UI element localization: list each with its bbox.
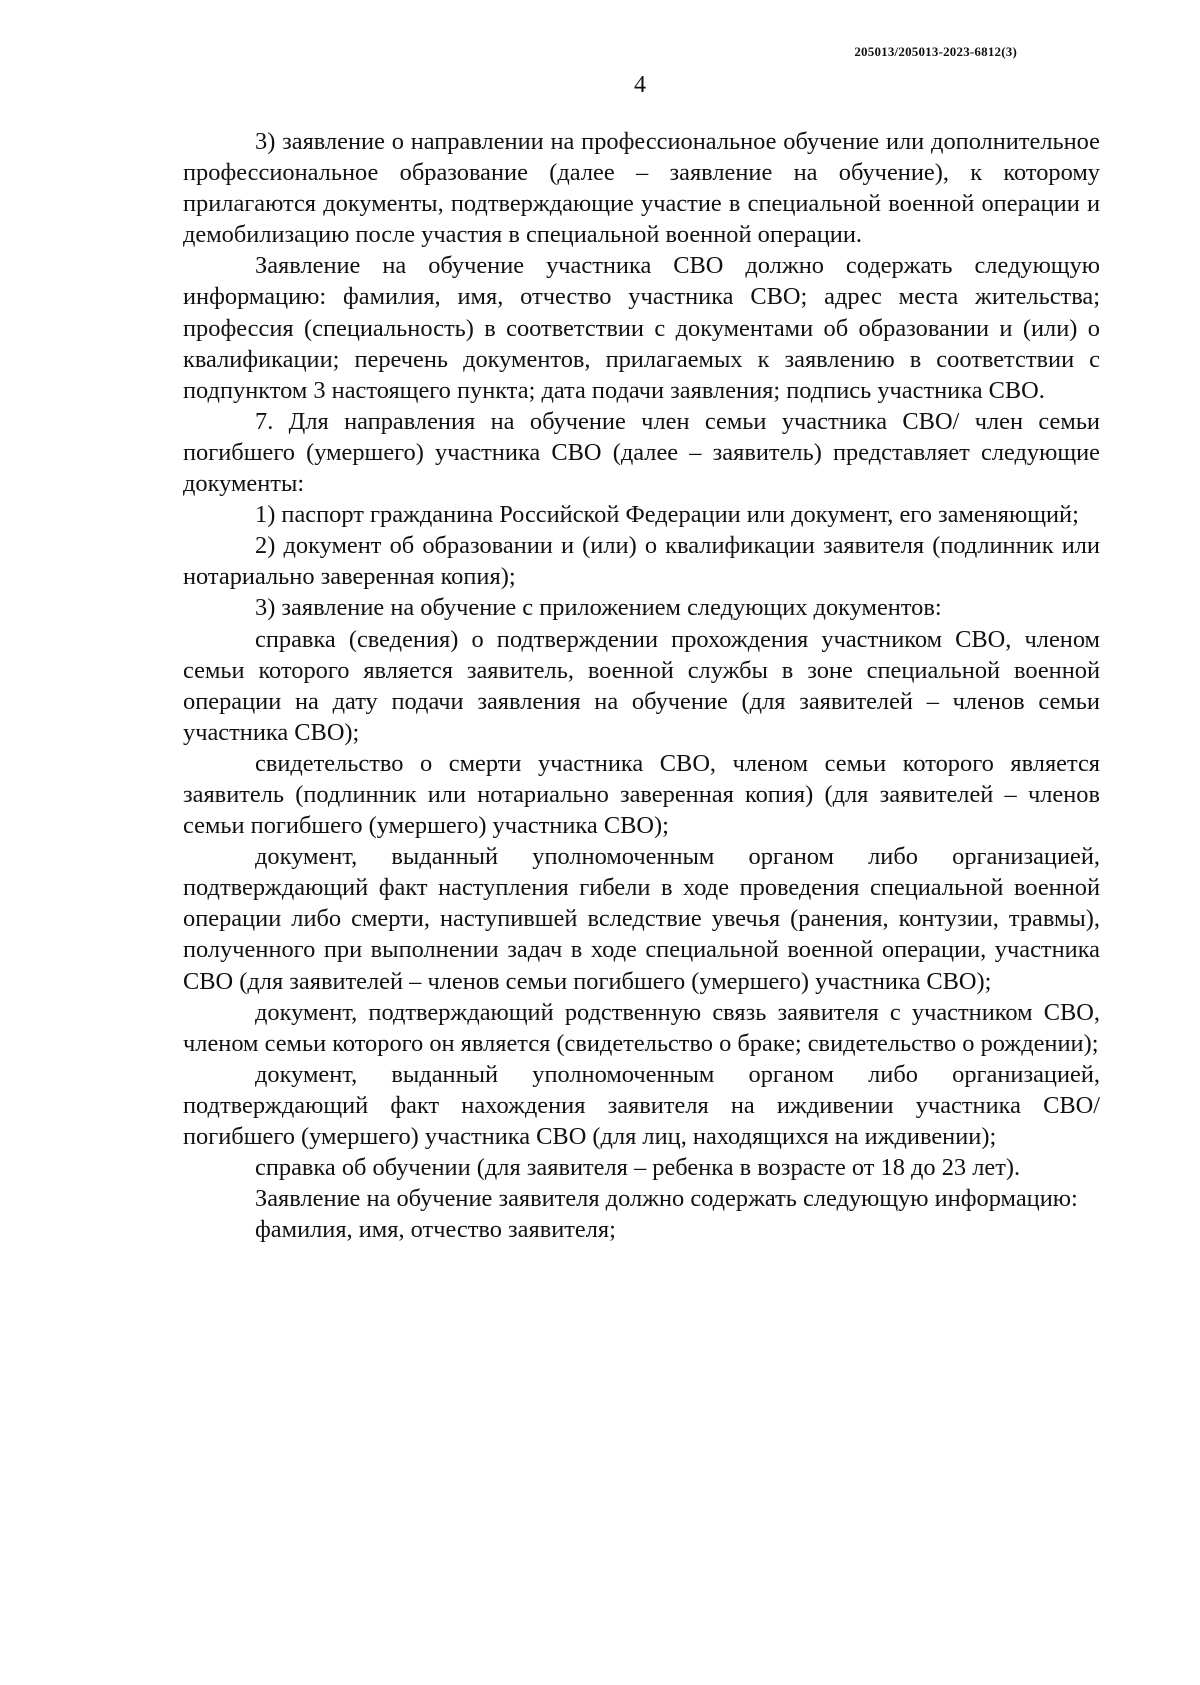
paragraph-dependency-document: документ, выданный уполномоченным органом либо организацией, подтверждающий факт нахождения заявителя на иждивении участника СВО/ погибшего (умершего) участника СВО (для лиц, находящихся на иждивении);	[183, 1060, 1100, 1150]
paragraph-application-contents: Заявление на обучение участника СВО должно содержать следующую информацию: фамилия, имя, отчество участника СВО; адрес места жительства; профессия (специальность) в соответствии с документами об образовании и (или) о квалификации; перечень документов, прилагаемых к заявлению в соответствии с подпунктом 3 настоящего пункта; дата подачи заявления; подпись участника СВО.	[183, 252, 1100, 404]
document-id: 205013/205013-2023-6812(3)	[854, 44, 1017, 59]
paragraph-death-certificate: свидетельство о смерти участника СВО, членом семьи которого является заявитель (подлинник или нотариально заверенная копия) (для заявителей – членов семьи погибшего (умершего) участника СВО);	[183, 749, 1100, 840]
paragraph-kinship-document: документ, подтверждающий родственную связь заявителя с участником СВО, членом семьи которого он является (свидетельство о браке; свидетельство о рождении);	[183, 998, 1100, 1057]
paragraph-study-certificate: справка об обучении (для заявителя – ребенка в возрасте от 18 до 23 лет).	[255, 1154, 1021, 1182]
page-number: 4	[634, 72, 646, 98]
paragraph-passport: 1) паспорт гражданина Российской Федерации или документ, его заменяющий;	[255, 501, 1079, 529]
paragraph-application-attachments: 3) заявление на обучение с приложением следующих документов:	[255, 594, 942, 622]
paragraph-applicant-name: фамилия, имя, отчество заявителя;	[255, 1216, 616, 1244]
paragraph-item-7: 7. Для направления на обучение член семьи участника СВО/ член семьи погибшего (умершего) участника СВО (далее – заявитель) представляет следующие документы:	[183, 407, 1100, 498]
paragraph-applicant-application-contents: Заявление на обучение заявителя должно содержать следующую информацию:	[255, 1185, 1078, 1213]
paragraph-service-certificate: справка (сведения) о подтверждении прохождения участником СВО, членом семьи которого является заявитель, военной службы в зоне специальной военной операции на дату подачи заявления на обучение (для заявителей – членов семьи участника СВО);	[183, 625, 1100, 746]
document-body	[183, 126, 1100, 1245]
paragraph-education-document: 2) документ об образовании и (или) о квалификации заявителя (подлинник или нотариально заверенная копия);	[183, 532, 1100, 591]
paragraph-application-item-3: 3) заявление о направлении на профессиональное обучение или дополнительное профессиональное образование (далее – заявление на обучение), к которому прилагаются документы, подтверждающие участие в специальной военной операции и демобилизацию после участия в специальной военной операции.	[183, 128, 1100, 249]
paragraph-death-confirmation: документ, выданный уполномоченным органом либо организацией, подтверждающий факт наступления гибели в ходе проведения специальной военной операции либо смерти, наступившей вследствие увечья (ранения, контузии, травмы), полученного при выполнении задач в ходе специальной военной операции, участника СВО (для заявителей – членов семьи погибшего (умершего) участника СВО);	[183, 843, 1100, 995]
